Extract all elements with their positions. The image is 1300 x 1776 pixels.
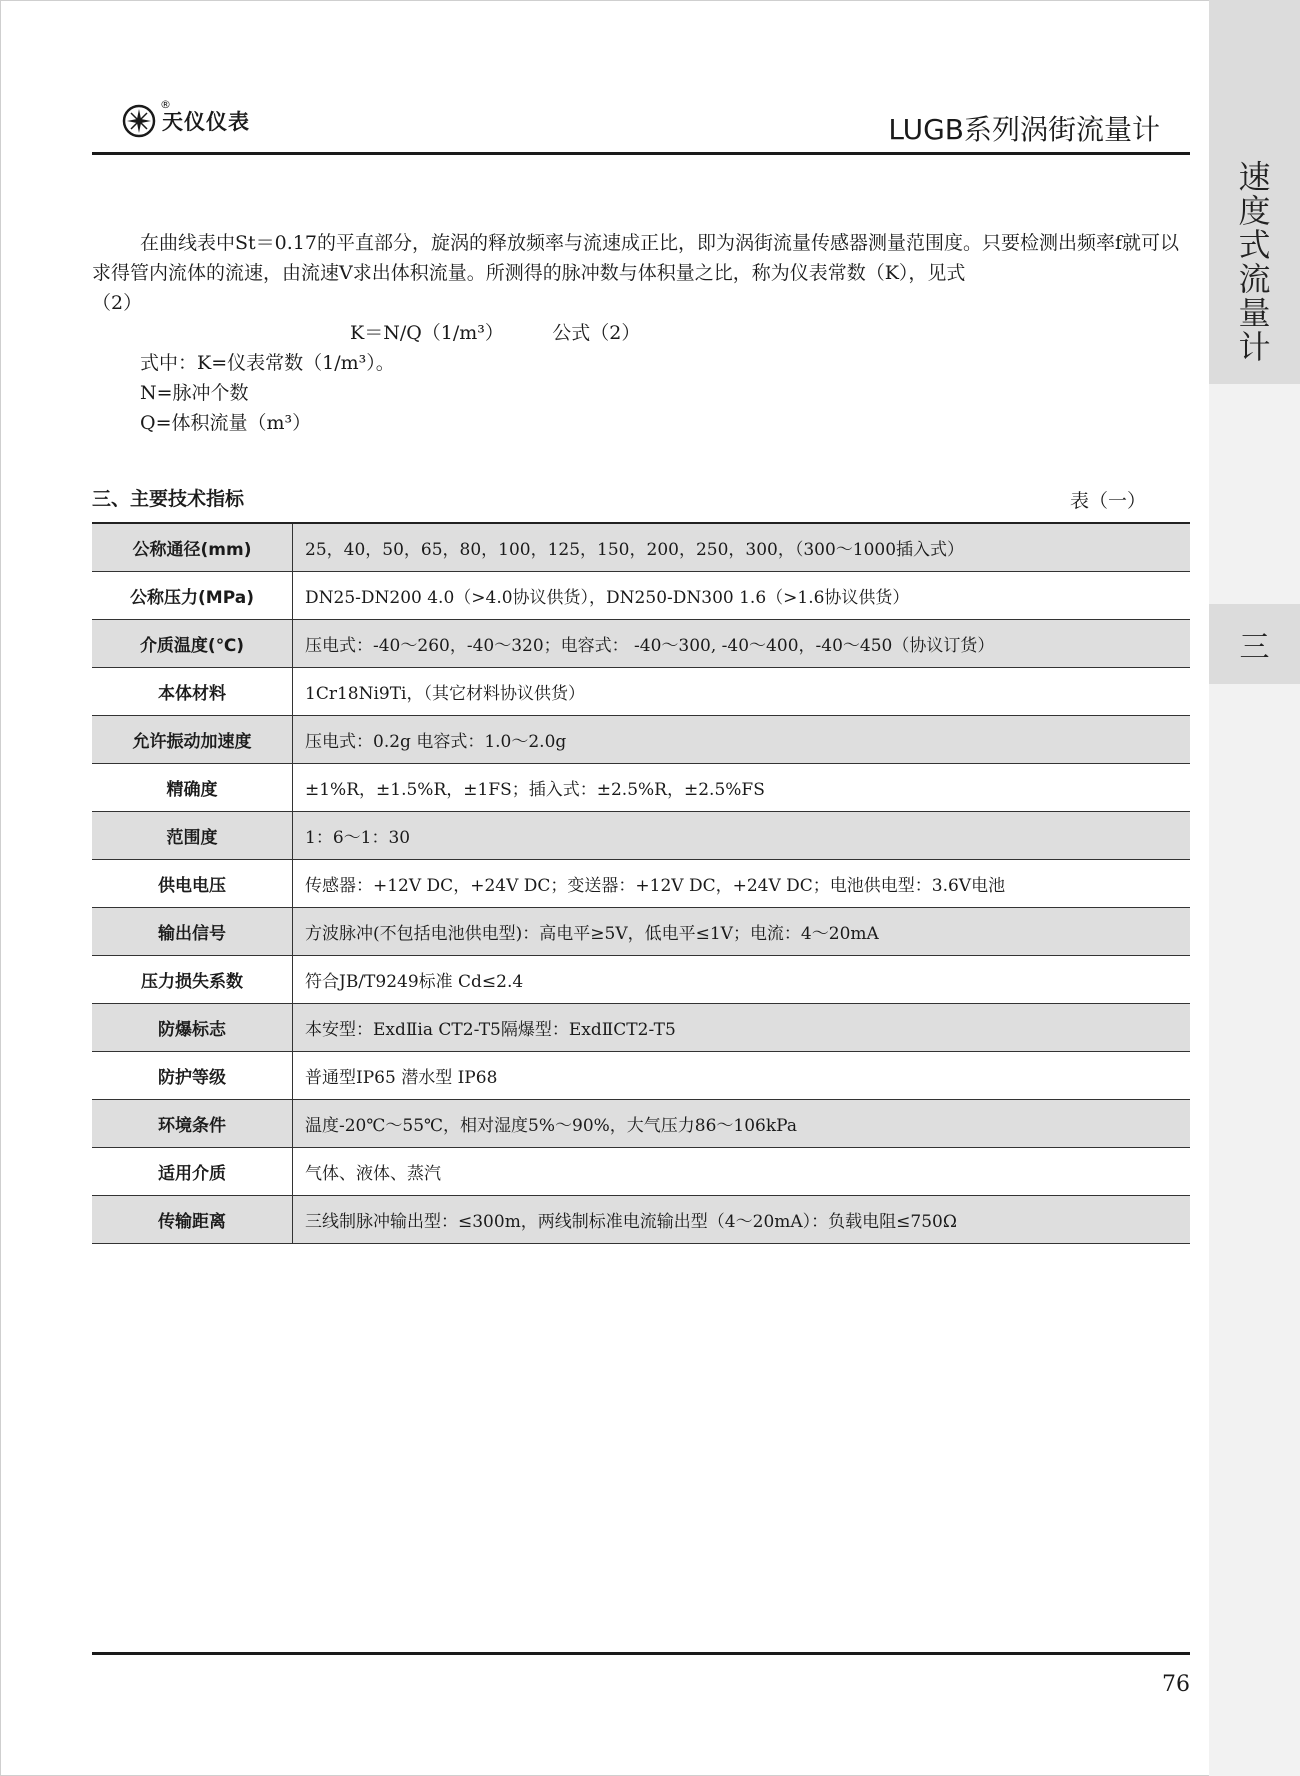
spec-value: 方波脉冲(不包括电池供电型)：高电平≥5V，低电平≤1V；电流：4～20mA	[293, 908, 1191, 956]
brand-logo-icon	[122, 104, 156, 138]
table-row	[92, 764, 1190, 812]
spec-label: 范围度	[92, 812, 293, 860]
table-row	[92, 572, 1190, 620]
document-title: LUGB系列涡街流量计	[888, 113, 1160, 146]
brand-logo	[122, 98, 250, 138]
registered-mark: ®	[160, 98, 171, 111]
spec-label: 公称通径(mm)	[92, 523, 293, 572]
table-row	[92, 908, 1190, 956]
section-title: 三、主要技术指标	[92, 488, 245, 510]
spec-value: 传感器：+12V DC，+24V DC；变送器：+12V DC，+24V DC；电池供电型：3.6V电池	[293, 860, 1191, 908]
table-row	[92, 716, 1190, 764]
definition-n: N=脉冲个数	[140, 382, 249, 404]
definition-k: 式中：K=仪表常数（1/m³）。	[140, 352, 395, 374]
side-tab-chapter: 三	[1209, 604, 1300, 684]
table-row	[92, 1004, 1190, 1052]
spec-value: 气体、液体、蒸汽	[293, 1148, 1191, 1196]
spec-label: 精确度	[92, 764, 293, 812]
side-tab-char: 速	[1238, 158, 1271, 196]
spec-label: 防护等级	[92, 1052, 293, 1100]
spec-value: 普通型IP65 潜水型 IP68	[293, 1052, 1191, 1100]
spec-value: 符合JB/T9249标准 Cd≤2.4	[293, 956, 1191, 1004]
body-text	[92, 228, 1190, 438]
page-number: 76	[1162, 1672, 1190, 1697]
spec-label: 压力损失系数	[92, 956, 293, 1004]
spec-label: 供电电压	[92, 860, 293, 908]
side-tab-char: 计	[1238, 328, 1271, 366]
spec-value: 压电式：-40～260，-40～320；电容式： -40～300, -40～400，-40～450（协议订货）	[293, 620, 1191, 668]
spec-label: 适用介质	[92, 1148, 293, 1196]
spec-table	[92, 522, 1190, 1244]
spec-label: 公称压力(MPa)	[92, 572, 293, 620]
spec-value: DN25-DN200 4.0（>4.0协议供货），DN250-DN300 1.6（>1.6协议供货）	[293, 572, 1191, 620]
spec-label: 允许振动加速度	[92, 716, 293, 764]
table-row	[92, 860, 1190, 908]
spec-value: ±1%R，±1.5%R，±1FS；插入式：±2.5%R，±2.5%FS	[293, 764, 1191, 812]
spec-value: 温度-20℃～55℃，相对湿度5%～90%，大气压力86～106kPa	[293, 1100, 1191, 1148]
spec-label: 本体材料	[92, 668, 293, 716]
side-tab-char: 度	[1238, 192, 1271, 230]
spec-value: 1：6～1：30	[293, 812, 1191, 860]
spec-label: 输出信号	[92, 908, 293, 956]
table-row	[92, 1052, 1190, 1100]
spec-label: 传输距离	[92, 1196, 293, 1244]
spec-label: 防爆标志	[92, 1004, 293, 1052]
table-row	[92, 812, 1190, 860]
spec-value: 三线制脉冲输出型：≤300m，两线制标准电流输出型（4～20mA）：负载电阻≤750Ω	[293, 1196, 1191, 1244]
spec-label: 介质温度(℃)	[92, 620, 293, 668]
table-row	[92, 620, 1190, 668]
brand-name: 天仪仪表	[162, 109, 250, 134]
paragraph-intro: 在曲线表中St＝0.17的平直部分，旋涡的释放频率与流速成正比，即为涡街流量传感器测量范围度。只要检测出频率f就可以求得管内流体的流速，由流速V求出体积流量。所测得的脉冲数与体积量之比，称为仪表常数（K），见式	[92, 232, 1179, 284]
footer-rule	[92, 1652, 1190, 1655]
side-tab-char: 量	[1238, 294, 1271, 332]
table-row	[92, 1100, 1190, 1148]
section-heading-row	[92, 484, 1190, 514]
table-row	[92, 1196, 1190, 1244]
spec-value: 25，40，50，65，80，100，125，150，200，250，300，（300～1000插入式）	[293, 523, 1191, 572]
spec-value: 本安型：ExdⅡia CT2-T5隔爆型：ExdⅡCT2-T5	[293, 1004, 1191, 1052]
table-row	[92, 956, 1190, 1004]
side-tab-char: 流	[1238, 260, 1271, 298]
table-row	[92, 523, 1190, 572]
paragraph-intro-ref: （2）	[92, 292, 143, 314]
definition-q: Q=体积流量（m³）	[140, 412, 312, 434]
table-row	[92, 668, 1190, 716]
page-header	[92, 100, 1190, 155]
spec-label: 环境条件	[92, 1100, 293, 1148]
side-tab-char: 式	[1238, 226, 1271, 264]
table-caption: 表（一）	[1069, 490, 1146, 512]
table-row	[92, 1148, 1190, 1196]
spec-value: 1Cr18Ni9Ti，（其它材料协议供货）	[293, 668, 1191, 716]
spec-value: 压电式：0.2g 电容式：1.0～2.0g	[293, 716, 1191, 764]
side-tab-section	[1209, 0, 1300, 384]
formula-k: K＝N/Q（1/m³） 公式（2）	[350, 322, 641, 344]
